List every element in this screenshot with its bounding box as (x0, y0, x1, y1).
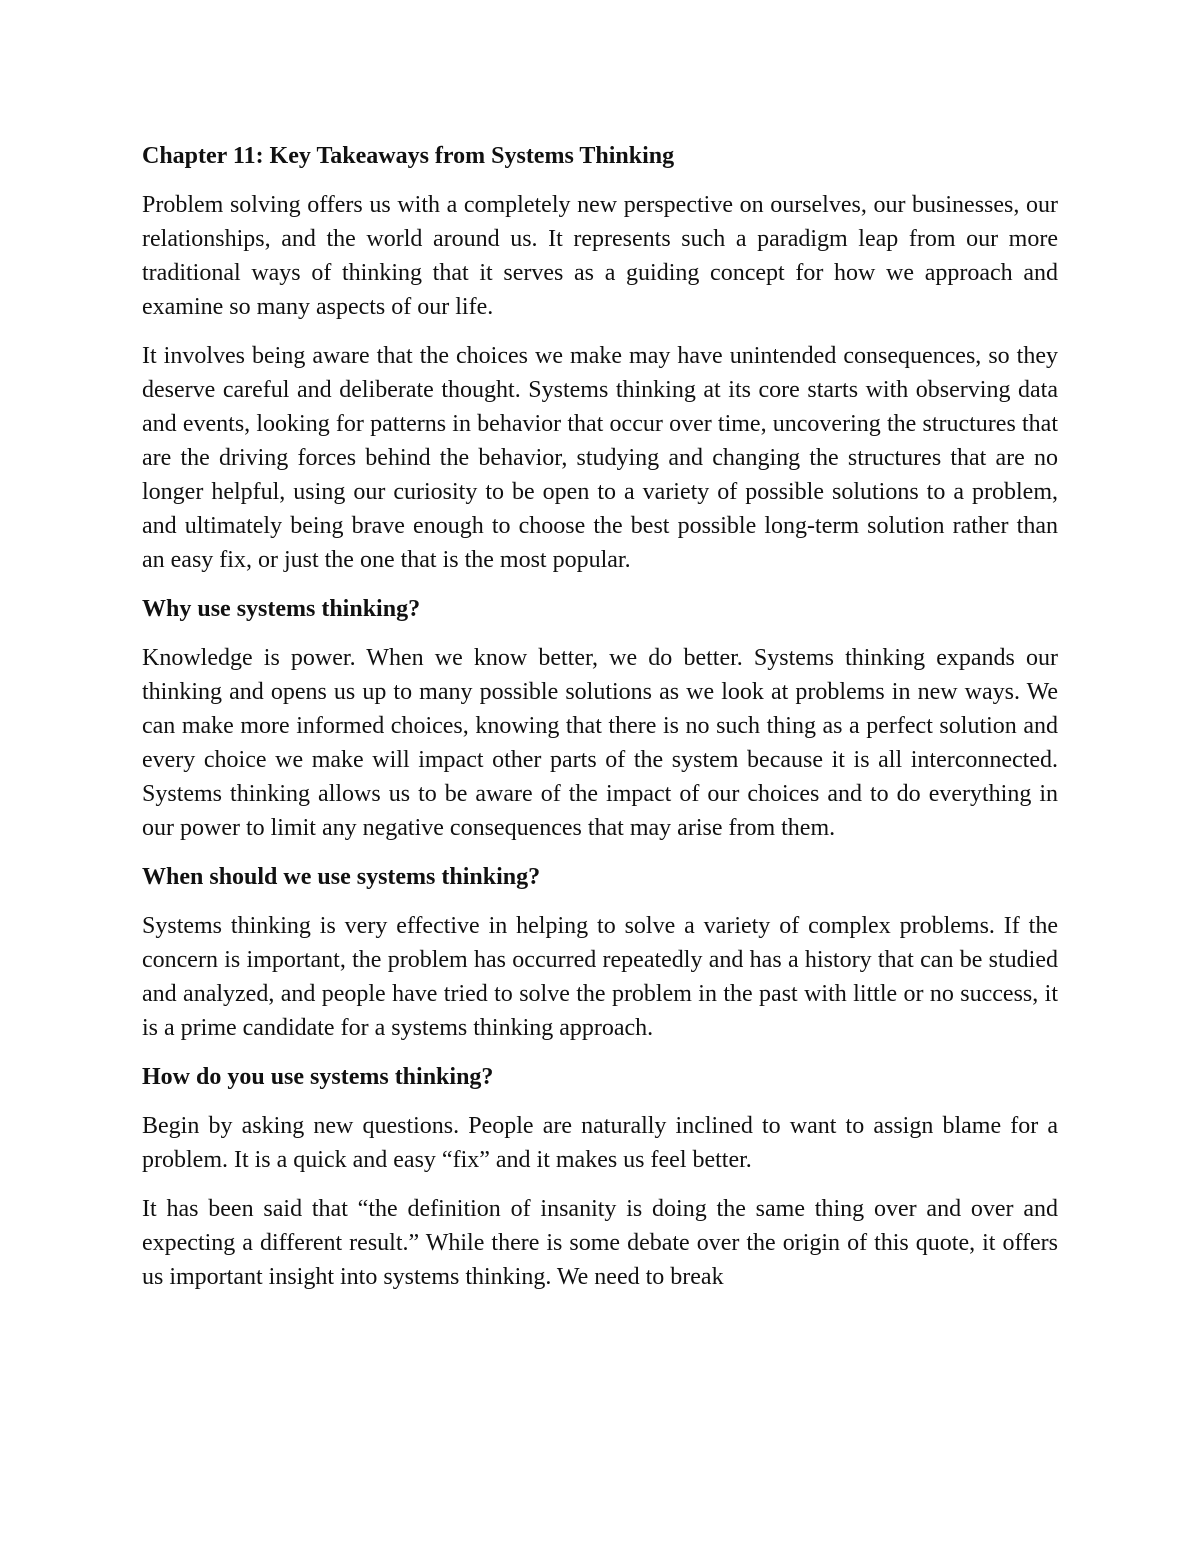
paragraph-when: Systems thinking is very effective in helping to solve a variety of complex problems. If the concern is important, the problem has occurred repeatedly and has a history that can be studied and analyzed, and people have tried to solve the problem in the past with little or no success, it is a prime candidate for a systems thinking approach. (142, 913, 1058, 1041)
paragraph-why: Knowledge is power. When we know better, we do better. Systems thinking expands our thinking and opens us up to many possible solutions as we look at problems in new ways. We can make more informed choices, knowing that there is no such thing as a perfect solution and every choice we make will impact other parts of the system because it is all interconnected. Systems thinking allows us to be aware of the impact of our choices and to do everything in our power to limit any negative consequences that may arise from them. (142, 645, 1058, 841)
heading-when: When should we use systems thinking? (142, 864, 541, 890)
paragraph-involves: It involves being aware that the choices we make may have unintended consequences, so they deserve careful and deliberate thought. Systems thinking at its core starts with observing data and events, looking for patterns in behavior that occur over time, uncovering the structures that are the driving forces behind the behavior, studying and changing the structures that are no longer helpful, using our curiosity to be open to a variety of possible solutions to a problem, and ultimately being brave enough to choose the best possible long-term solution rather than an easy fix, or just the one that is the most popular. (142, 343, 1058, 573)
paragraph-how-2: It has been said that “the definition of insanity is doing the same thing over and over and expecting a different result.” While there is some debate over the origin of this quote, it offers us important insight into systems thinking. We need to break (142, 1196, 1058, 1290)
heading-why: Why use systems thinking? (142, 596, 421, 622)
heading-how: How do you use systems thinking? (142, 1064, 494, 1090)
paragraph-how-1: Begin by asking new questions. People are naturally inclined to want to assign blame for a problem. It is a quick and easy “fix” and it makes us feel better. (142, 1113, 1058, 1173)
document-body (142, 139, 1058, 1309)
chapter-title: Chapter 11: Key Takeaways from Systems Thinking (142, 143, 675, 169)
paragraph-intro: Problem solving offers us with a completely new perspective on ourselves, our businesses, our relationships, and the world around us. It represents such a paradigm leap from our more traditional ways of thinking that it serves as a guiding concept for how we approach and examine so many aspects of our life. (142, 192, 1058, 320)
